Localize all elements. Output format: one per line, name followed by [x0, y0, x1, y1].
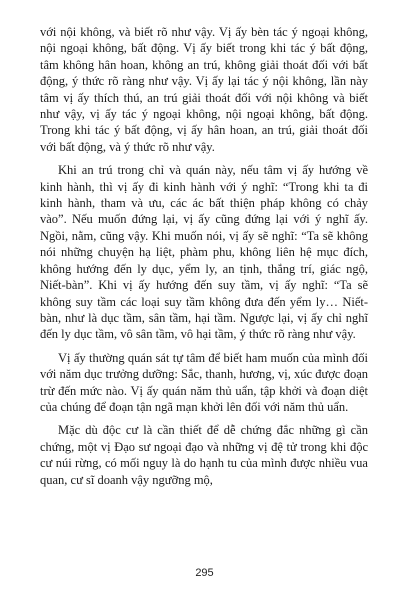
page-body [40, 24, 368, 495]
page-number: 295 [195, 567, 214, 579]
paragraph-sense-desires: Vị ấy thường quán sát tự tâm để biết ham muốn của mình đối với năm dục trưởng dưỡng: Sắc, thanh, hương, vị, xúc được đoạn trừ đến mức nào. Vị ấy quán năm thủ uẩn, tập khởi và đoạn diệt của chúng để đoạn tận ngã mạn khởi lên đối với năm thủ uẩn. [40, 350, 368, 414]
paragraph-walking-meditation: Khi an trú trong chỉ và quán này, nếu tâm vị ấy hướng về kinh hành, thì vị ấy đi kinh hành với ý nghĩ: “Trong khi ta đi kinh hành, tham và ưu, các ác bất thiện pháp không có chảy vào”. Nếu muốn đứng lại, vị ấy cũng đứng lại với ý nghĩ ấy. Ngồi, nằm, cũng vậy. Khi muốn nói, vị ấy sẽ nghĩ: “Ta sẽ không nói những chuyện hạ liệt, phàm phu, không liên hệ mục đích, không hướng đến ly dục, yểm ly, an tịnh, thắng trí, giác ngộ, Niết-bàn”. Khi vị ấy hướng đến suy tầm, vị ấy nghĩ: “Ta sẽ không suy tầm các loại suy tầm không đưa đến yểm ly… Niết- bàn, như là dục tầm, sân tầm, hại tầm. Ngược lại, vị ấy chỉ nghĩ đến ly dục tầm, vô sân tầm, vô hại tầm, ý thức rõ ràng như vậy. [40, 163, 368, 342]
paragraph-continuation: với nội không, và biết rõ như vậy. Vị ấy bèn tác ý ngoại không, nội ngoại không, bất động. Vị ấy biết trong khi tác ý bất động, tâm không hân hoan, không an trú, không giải thoát đối với bất động, ý thức rõ ràng như vậy. Vị ấy lại tác ý nội không, lần này tâm vị ấy thích thú, an trú giải thoát đối với nội không và biết như vậy, vị ấy tác ý ngoại không, nội ngoại không, bất động. Trong khi tác ý bất động, vị ấy hân hoan, an trú, giải thoát đối với bất động, và ý thức rõ như vậy. [40, 25, 368, 154]
paragraph-solitude: Mặc dù độc cư là cần thiết để dễ chứng đắc những gì cần chứng, một vị Đạo sư ngoại đạo và những vị đệ tử trong khi độc cư núi rừng, có mối nguy là do hạnh tu của mình được nhiều vua quan, cư sĩ doanh vậy ngưỡng mộ, [40, 423, 368, 487]
